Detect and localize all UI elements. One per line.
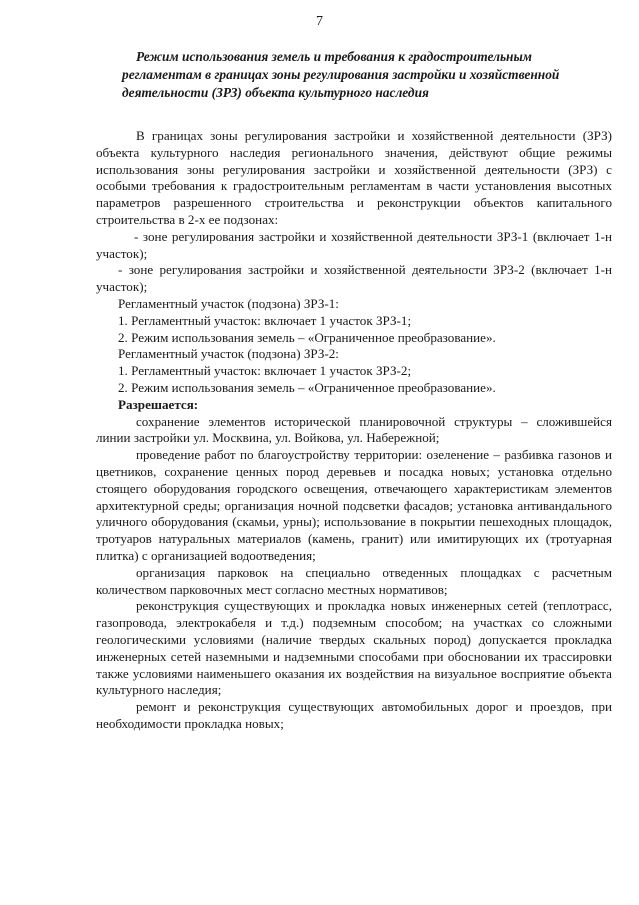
page-number: 7 (316, 14, 323, 29)
allowed-heading: Разрешается: (118, 396, 199, 412)
subzone-heading-zrz1: Регламентный участок (подзона) ЗРЗ-1: (118, 295, 339, 311)
title-line: Режим использования земель и требования к градостроительным (136, 49, 532, 64)
list-item-zrz2: - зоне регулирования застройки и хозяйственной деятельности ЗРЗ-2 (включает 1-н участок); (96, 262, 612, 295)
subzone-item: 2. Режим использования земель – «Ограниченное преобразование». (118, 379, 496, 395)
title-line: регламентам в границах зоны регулирования застройки и хозяйственной (122, 67, 560, 82)
subzone-heading-zrz2: Регламентный участок (подзона) ЗРЗ-2: (118, 346, 339, 362)
document-body (96, 128, 612, 733)
allowed-item: проведение работ по благоустройству территории: озеленение – разбивка газонов и цветников, сохранение ценных пород деревьев и посадка новых; установка отдельно стоящего оборудования городского освещения, отвечающего характеристикам элементов архитектурной среды; организация ночной подсветки фасадов; установка антивандального уличного оборудования (скамьи, урны); использование в покрытии пешеходных площадок, тротуаров натуральных материалов (камень, гранит) или имитирующих их (тротуарная плитка) с организацией водоотведения; (96, 447, 612, 563)
allowed-item: ремонт и реконструкция существующих автомобильных дорог и проездов, при необходимости прокладка новых; (96, 699, 612, 731)
allowed-item: сохранение элементов исторической планировочной структуры – сложившейся линии застройки ул. Москвина, ул. Войкова, ул. Набережной; (96, 413, 612, 446)
intro-paragraph: В границах зоны регулирования застройки и хозяйственной деятельности (ЗРЗ) объекта культурного наследия регионального значения, действуют общие режимы использования зоны регулирования застройки и хозяйственной деятельности (ЗРЗ) с особыми требования к градостроительным регламентам в части установления высотных параметров разрешенного строительства и реконструкции объектов капитального строительства в 2-х ее подзонах: (96, 128, 612, 227)
allowed-item: организация парковок на специально отведенных площадках с расчетным количеством парковочных мест согласно местных нормативов; (96, 564, 612, 597)
subzone-item: 1. Регламентный участок: включает 1 участок ЗРЗ-1; (118, 312, 412, 328)
subzone-item: 1. Регламентный участок: включает 1 участок ЗРЗ-2; (118, 363, 412, 379)
title-line: деятельности (ЗРЗ) объекта культурного наследия (122, 85, 429, 100)
section-title (122, 48, 611, 102)
list-item-zrz1: - зоне регулирования застройки и хозяйственной деятельности ЗРЗ-1 (включает 1-н участок); (96, 228, 612, 261)
allowed-item: реконструкция существующих и прокладка новых инженерных сетей (теплотрасс, газопровода, электрокабеля и т.д.) подземным способом; на участках со сложными геологическими условиями (наличие твердых скальных пород) допускается прокладка инженерных сетей наземными и надземными способами при обосновании их трассировки также условиями наименьшего оказания их воздействия на визуальное восприятие объекта культурного наследия; (96, 598, 612, 698)
subzone-item: 2. Режим использования земель – «Ограниченное преобразование». (118, 329, 496, 345)
